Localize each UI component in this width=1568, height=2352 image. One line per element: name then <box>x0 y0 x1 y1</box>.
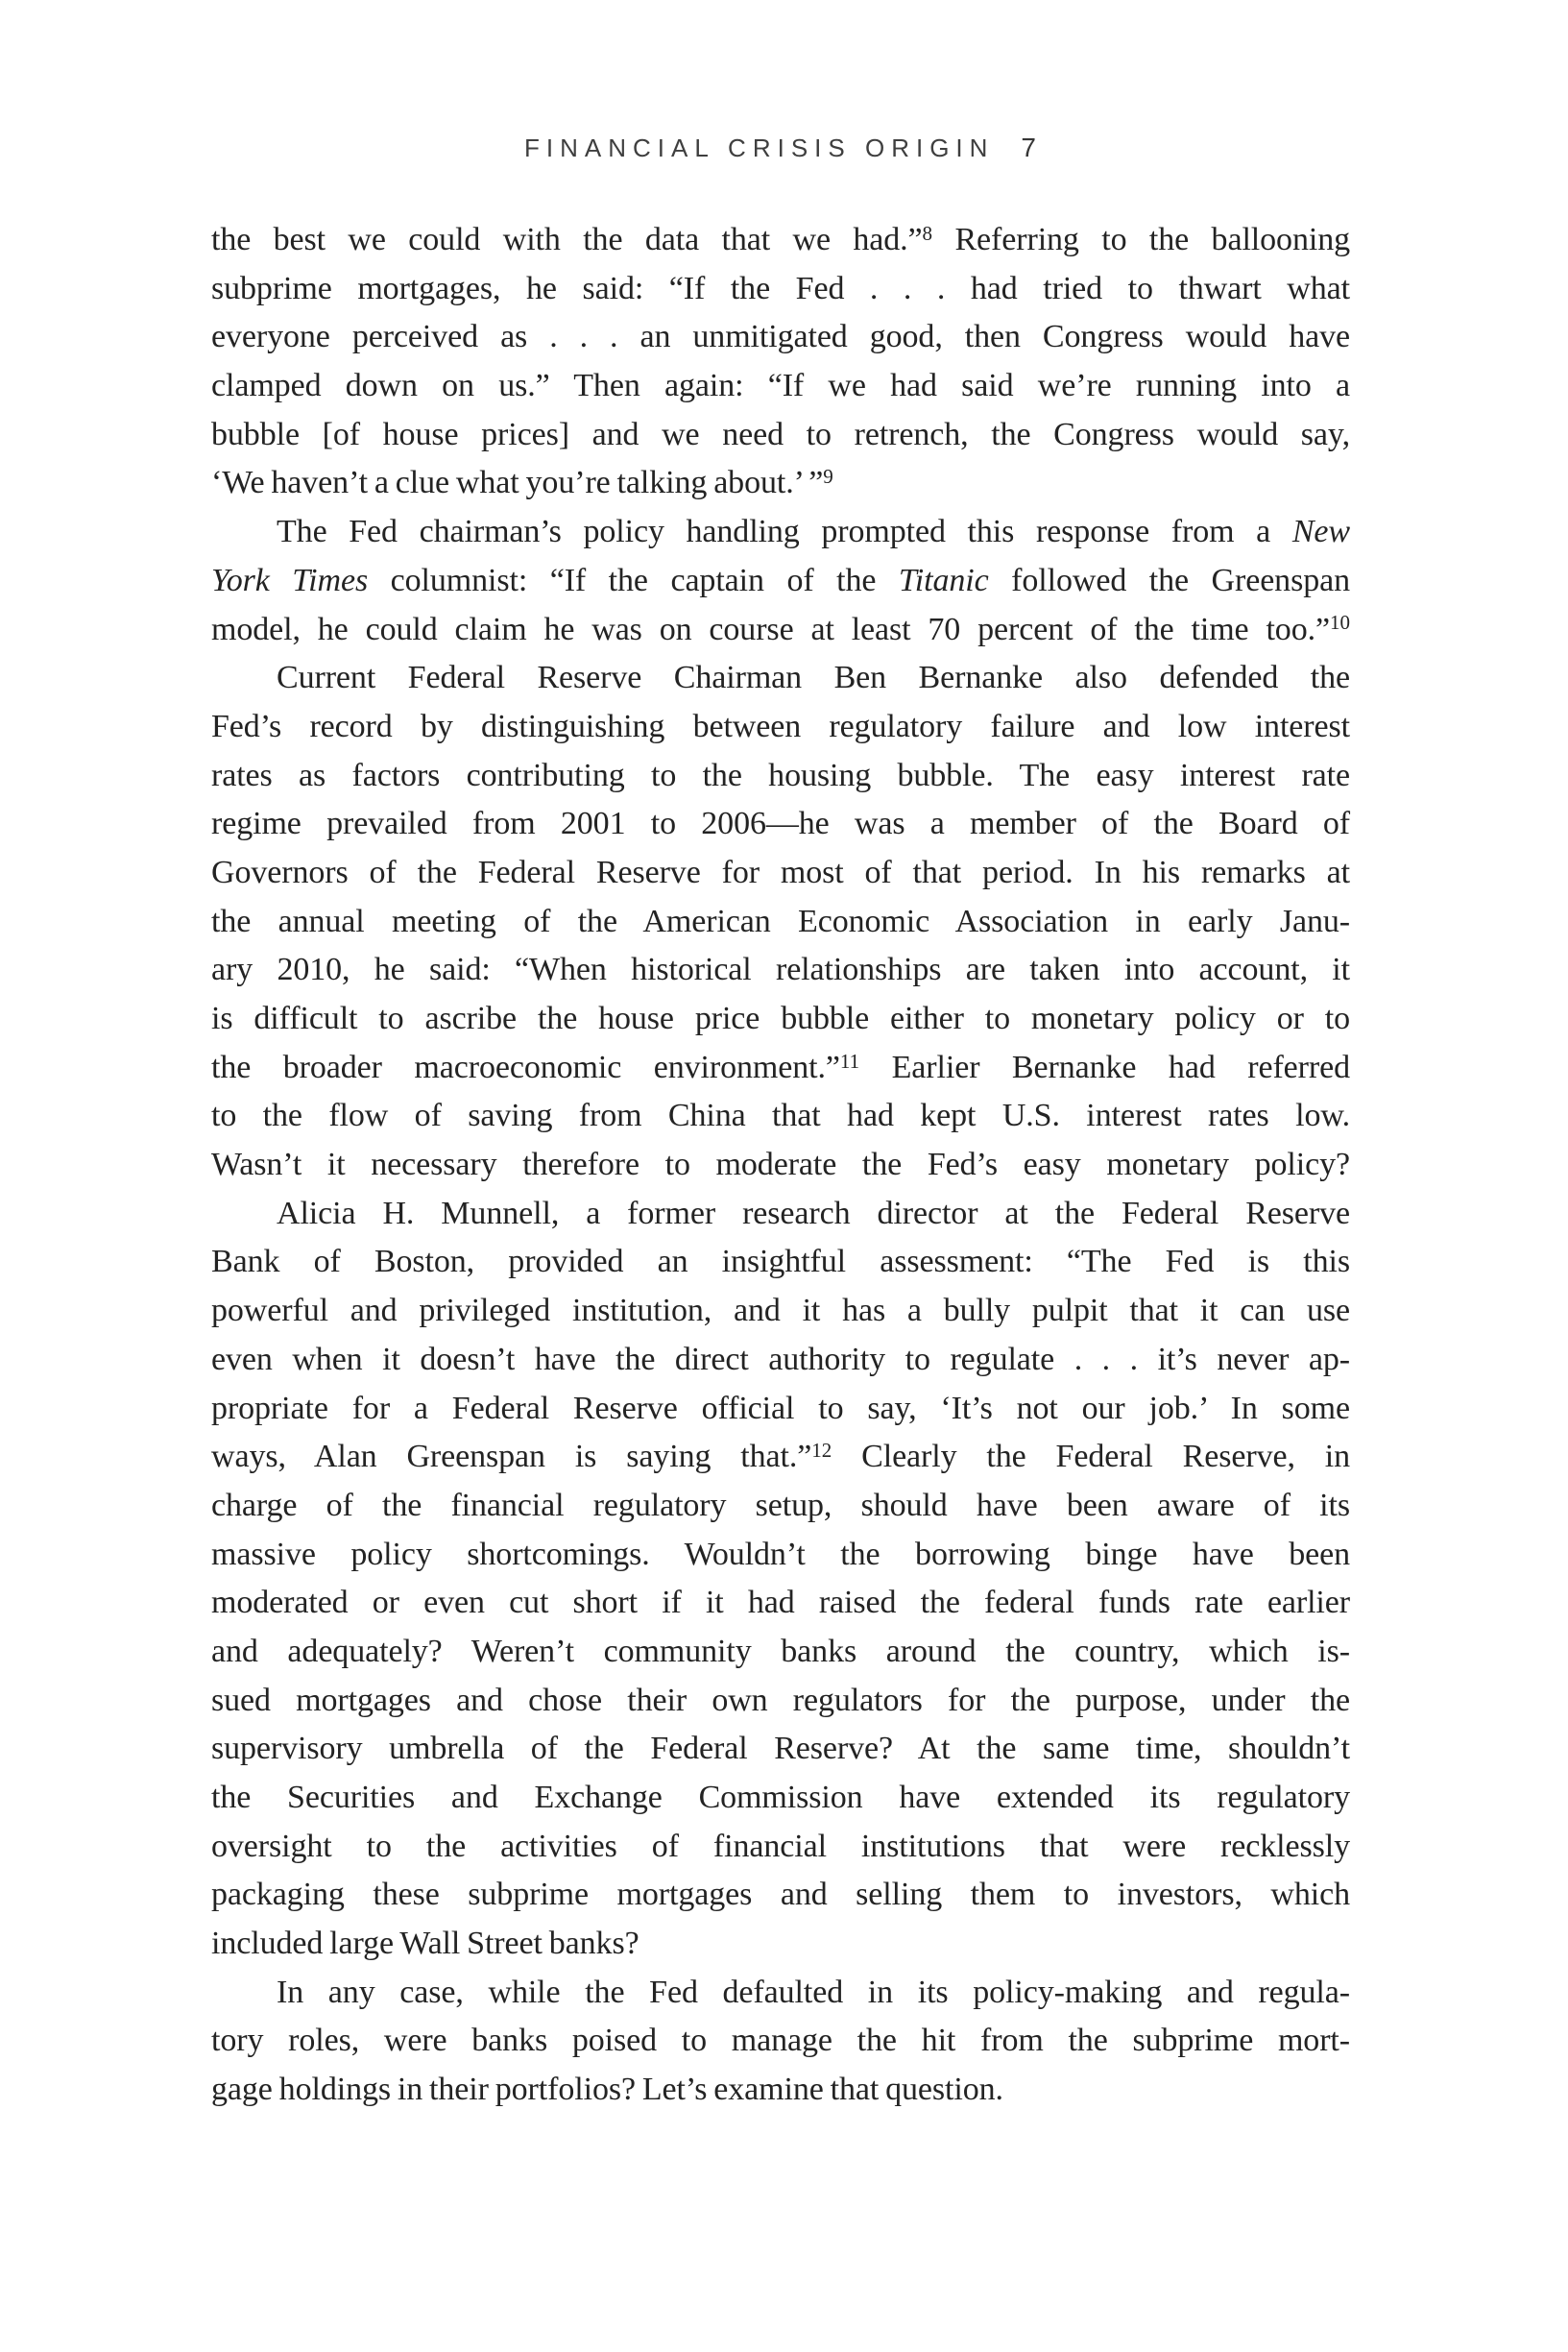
text-segment: Alicia H. Munnell, a former research director at the Federal Reserve <box>277 1195 1350 1231</box>
text-line <box>211 1871 1350 1920</box>
text-segment: Wasn’t it necessary therefore to moderate the Fed’s easy monetary policy? <box>211 1147 1350 1183</box>
text-line <box>211 2066 1350 2115</box>
text-segment: everyone perceived as . . . an unmitigated good, then Congress would have <box>211 319 1350 355</box>
text-line <box>211 313 1350 362</box>
footnote-ref: 10 <box>1330 611 1350 635</box>
text-segment: regime prevailed from 2001 to 2006—he was a member of the Board of <box>211 806 1350 842</box>
text-line <box>211 1044 1350 1093</box>
text-segment: the best we could with the data that we had.” <box>211 222 923 257</box>
text-segment: gage holdings in their portfolios? Let’s examine that question. <box>211 2072 1003 2108</box>
text-segment: ary 2010, he said: “When historical relationships are taken into account, it <box>211 952 1350 988</box>
paragraph <box>211 654 1350 1190</box>
italic-text-segment: Titanic <box>898 562 989 598</box>
text-line <box>211 752 1350 801</box>
footnote-ref: 11 <box>839 1049 860 1073</box>
text-line <box>211 1628 1350 1677</box>
text-segment: the broader macroeconomic environment.” <box>211 1049 840 1085</box>
text-segment: In any case, while the Fed defaulted in its policy-making and regula- <box>277 1974 1350 2010</box>
text-line <box>211 800 1350 849</box>
footnote-ref: 8 <box>922 221 933 245</box>
text-segment: Earlier Bernanke had referred <box>859 1049 1350 1085</box>
text-segment: columnist: “If the captain of the <box>368 562 899 598</box>
text-line <box>211 1579 1350 1628</box>
italic-text-segment: New <box>1291 514 1350 550</box>
text-segment: included large Wall Street banks? <box>211 1926 639 1962</box>
running-head-title: FINANCIAL CRISIS ORIGIN <box>524 133 995 162</box>
text-line <box>211 898 1350 947</box>
text-line <box>211 2017 1350 2066</box>
text-segment: and adequately? Weren’t community banks around the country, which is- <box>211 1633 1350 1669</box>
text-segment: massive policy shortcomings. Wouldn’t the borrowing binge have been <box>211 1536 1350 1572</box>
text-line <box>211 1823 1350 1872</box>
text-segment: charge of the financial regulatory setup, should have been aware of its <box>211 1487 1350 1523</box>
italic-text-segment: York Times <box>211 562 369 598</box>
text-line <box>211 1336 1350 1385</box>
text-segment: packaging these subprime mortgages and selling them to investors, which <box>211 1877 1350 1913</box>
text-segment: the annual meeting of the American Economic Association in early Janu- <box>211 903 1350 939</box>
paragraph <box>211 1969 1350 2115</box>
text-line <box>211 849 1350 898</box>
text-line <box>211 606 1350 655</box>
paragraph <box>211 508 1350 654</box>
text-segment: propriate for a Federal Reserve official to say, ‘It’s not our job.’ In some <box>211 1390 1350 1426</box>
text-segment: rates as factors contributing to the housing bubble. The easy interest rate <box>211 757 1350 793</box>
text-line <box>211 459 1350 508</box>
paragraph <box>211 1190 1350 1969</box>
text-segment: powerful and privileged institution, and it has a bully pulpit that it can use <box>211 1293 1350 1329</box>
text-segment: ‘We haven’t a clue what you’re talking about.’ ” <box>211 465 824 501</box>
footnote-ref: 9 <box>823 465 833 489</box>
text-line <box>211 1238 1350 1287</box>
text-segment: supervisory umbrella of the Federal Reserve? At the same time, shouldn’t <box>211 1731 1350 1767</box>
text-segment: moderated or even cut short if it had raised the federal funds rate earlier <box>211 1585 1350 1621</box>
text-line <box>211 946 1350 995</box>
text-segment: is difficult to ascribe the house price bubble either to monetary policy or to <box>211 1001 1350 1036</box>
text-block <box>211 216 1350 2115</box>
text-segment: followed the Greenspan <box>988 562 1351 598</box>
text-line <box>211 1774 1350 1823</box>
page-number: 7 <box>1021 133 1037 162</box>
text-line <box>211 557 1350 606</box>
text-line <box>211 995 1350 1044</box>
text-line <box>211 1385 1350 1434</box>
text-line <box>211 1482 1350 1531</box>
text-line <box>211 216 1350 265</box>
text-segment: clamped down on us.” Then again: “If we had said we’re running into a <box>211 368 1350 404</box>
text-segment: Referring to the ballooning <box>932 222 1350 257</box>
text-line <box>211 1092 1350 1141</box>
text-line <box>211 508 1350 557</box>
text-line <box>211 1287 1350 1336</box>
text-segment: the Securities and Exchange Commission have extended its regulatory <box>211 1780 1350 1815</box>
text-segment: Fed’s record by distinguishing between regulatory failure and low interest <box>211 708 1350 744</box>
text-line <box>211 1920 1350 1969</box>
text-segment: bubble [of house prices] and we need to retrench, the Congress would say, <box>211 416 1350 452</box>
text-line <box>211 1141 1350 1190</box>
text-segment: Clearly the Federal Reserve, in <box>832 1439 1351 1475</box>
text-segment: Bank of Boston, provided an insightful assessment: “The Fed is this <box>211 1244 1350 1280</box>
text-segment: Governors of the Federal Reserve for most of that period. In his remarks at <box>211 854 1350 890</box>
text-segment: The Fed chairman’s policy handling prompted this response from a <box>277 514 1292 550</box>
text-segment: subprime mortgages, he said: “If the Fed . . . had tried to thwart what <box>211 270 1350 306</box>
text-segment: oversight to the activities of financial institutions that were recklessly <box>211 1828 1350 1864</box>
paragraph <box>211 216 1350 508</box>
text-line <box>211 703 1350 752</box>
text-segment: tory roles, were banks poised to manage the hit from the subprime mort- <box>211 2023 1350 2059</box>
text-line <box>211 1677 1350 1726</box>
text-line <box>211 1969 1350 2018</box>
text-line <box>211 362 1350 411</box>
footnote-ref: 12 <box>811 1439 832 1463</box>
text-segment: ways, Alan Greenspan is saying that.” <box>211 1439 812 1475</box>
text-segment: even when it doesn’t have the direct authority to regulate . . . it’s never ap- <box>211 1341 1350 1377</box>
running-head <box>211 133 1350 163</box>
text-segment: sued mortgages and chose their own regulators for the purpose, under the <box>211 1682 1350 1718</box>
text-line <box>211 411 1350 460</box>
text-line <box>211 1190 1350 1239</box>
text-line <box>211 265 1350 314</box>
text-line <box>211 1531 1350 1580</box>
text-segment: model, he could claim he was on course at least 70 percent of the time too.” <box>211 611 1330 647</box>
text-segment: Current Federal Reserve Chairman Ben Bernanke also defended the <box>277 660 1350 696</box>
text-line <box>211 1433 1350 1482</box>
text-line <box>211 654 1350 703</box>
text-segment: to the flow of saving from China that had kept U.S. interest rates low. <box>211 1098 1350 1134</box>
text-line <box>211 1725 1350 1774</box>
